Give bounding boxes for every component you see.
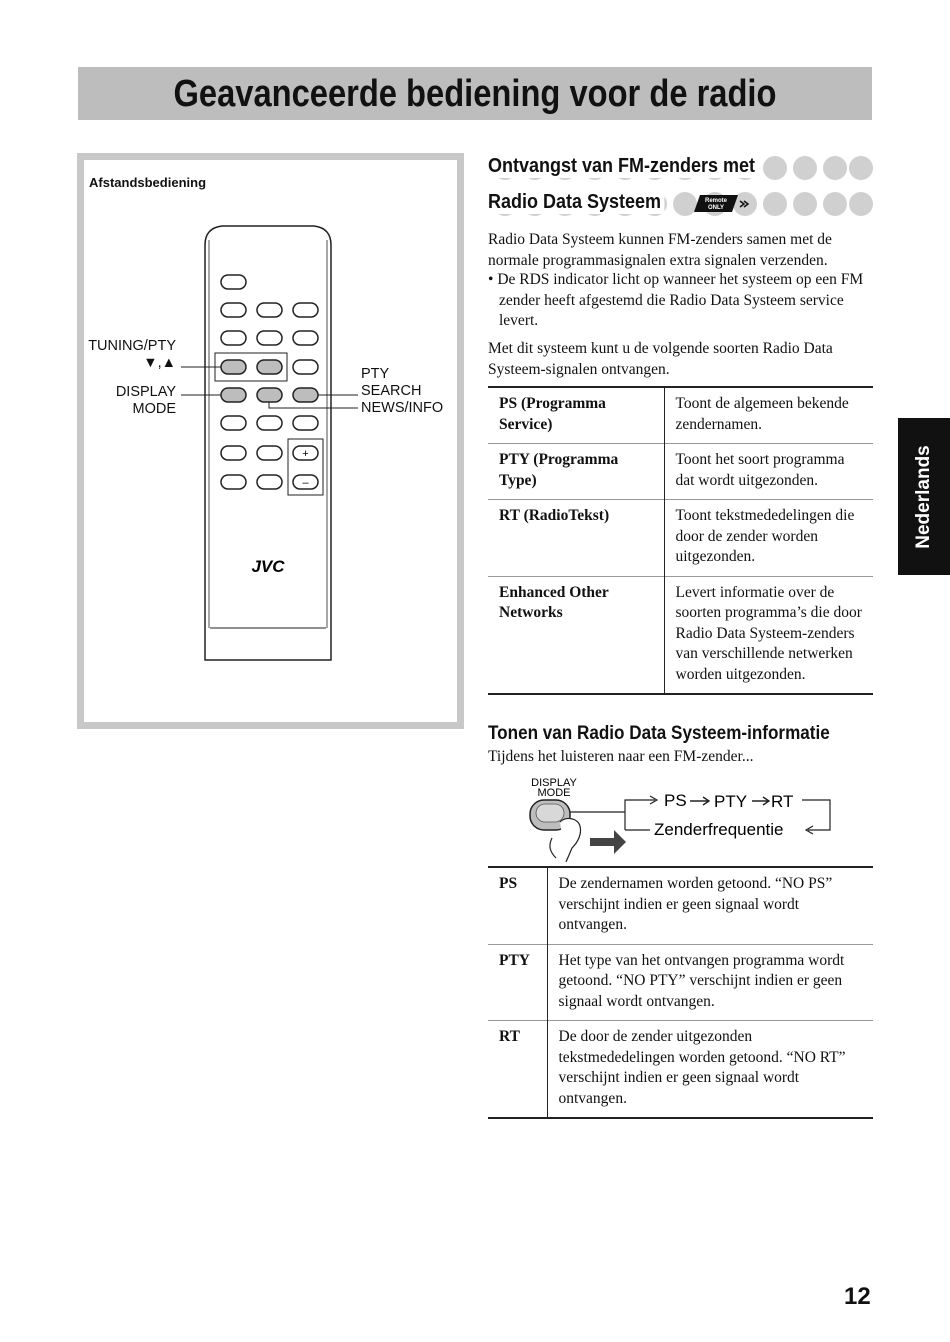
- minus-icon: –: [302, 477, 309, 489]
- table-value: Toont het soort programma dat wordt uitgezonden.: [675, 451, 845, 489]
- page-title: Geavanceerde bediening voor de radio: [173, 73, 777, 115]
- cycle-ps: PS: [664, 791, 687, 810]
- label-tuning-pty: TUNING/PTY ▼,▲: [88, 338, 176, 371]
- section2-heading: Tonen van Radio Data Systeem-informatie: [488, 723, 830, 744]
- svg-text:ONLY: ONLY: [707, 205, 725, 211]
- cycle-rt: RT: [771, 792, 794, 811]
- section2-intro: Tijdens het luisteren naar een FM-zender...: [488, 748, 754, 765]
- diagram-button-label: MODE: [537, 787, 571, 799]
- svg-text:Remote: Remote: [704, 198, 728, 204]
- bullet-icon: •: [488, 271, 498, 288]
- table-value: De door de zender uitgezonden tekstmededelingen worden getoond. “NO RT” verschijnt indien er geen signaal wordt ontvangen.: [558, 1028, 846, 1107]
- section1-bullet: • De RDS indicator licht op wanneer het systeem op een FM zender heeft afgestemd die Radio Data Systeem service levert.: [488, 271, 864, 329]
- table-key: PS (Programma Service): [488, 387, 664, 444]
- table-row: [488, 944, 873, 1021]
- table-key: RT (RadioTekst): [488, 500, 664, 577]
- label-display-mode: DISPLAY MODE: [115, 384, 176, 417]
- section1-para2: Met dit systeem kunt u de volgende soorten Radio Data Systeem-signalen ontvangen.: [488, 340, 833, 378]
- table-key: Enhanced Other Networks: [488, 576, 664, 694]
- table-value: Het type van het ontvangen programma wordt getoond. “NO PTY” verschijnt indien er geen signaal wordt ontvangen.: [558, 951, 845, 1010]
- table-key: PS: [488, 867, 547, 944]
- jvc-logo: JVC: [251, 557, 285, 576]
- table-value: Toont de algemeen bekende zendernamen.: [675, 395, 849, 433]
- table-key: RT: [488, 1021, 547, 1119]
- diagram-button-label: DISPLAY: [531, 777, 577, 789]
- display-info-table: [488, 866, 873, 1119]
- label-pty-search: PTY SEARCH NEWS/INFO: [361, 366, 444, 416]
- remote-heading: Afstandsbediening: [89, 175, 207, 190]
- table-value: Levert informatie over de soorten programma’s die door Radio Data Systeem-zenders van verschillende netwerken worden uitgezonden.: [675, 583, 862, 683]
- table-value: De zendernamen worden getoond. “NO PS” verschijnt indien er geen signaal wordt ontvangen.: [558, 875, 833, 933]
- arrow-icon: [590, 830, 626, 854]
- table-key: PTY: [488, 944, 547, 1021]
- section1-intro: Radio Data Systeem kunnen FM-zenders samen met de normale programmasignalen extra signalen verzenden.: [488, 231, 832, 269]
- table-row: [488, 867, 873, 944]
- cycle-pty: PTY: [714, 792, 748, 811]
- table-row: [488, 1021, 873, 1119]
- section1-heading: Ontvangst van FM-zenders met: [488, 155, 789, 178]
- plus-icon: +: [302, 448, 309, 460]
- section1-heading-2: Radio Data Systeem: [488, 191, 684, 214]
- language-tab: [898, 418, 950, 575]
- cycle-freq: Zenderfrequentie: [654, 820, 784, 839]
- table-value: Toont tekstmededelingen die door de zender worden uitgezonden.: [675, 507, 855, 565]
- table-key: PTY (Programma Type): [488, 444, 664, 500]
- language-tab-label: Nederlands: [913, 444, 934, 549]
- page-number: 12: [844, 1283, 871, 1310]
